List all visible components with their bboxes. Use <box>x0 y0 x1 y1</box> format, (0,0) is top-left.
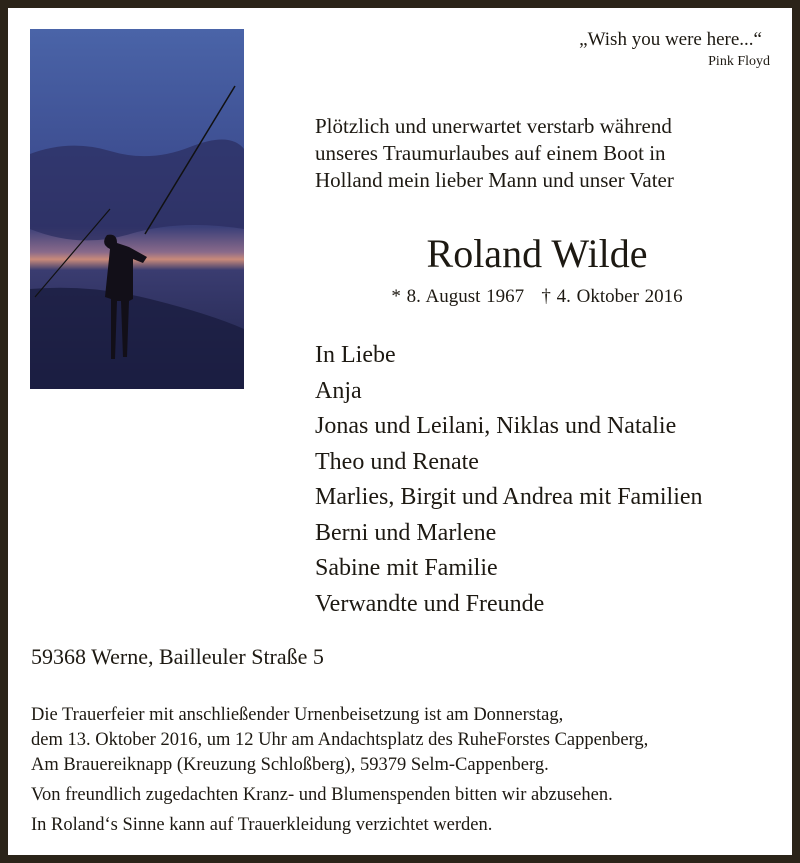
quote-text: „Wish you were here...“ <box>579 29 762 50</box>
family-line: Jonas und Leilani, Niklas und Natalie <box>315 413 677 439</box>
death-date: † 4. Oktober 2016 <box>541 286 683 307</box>
family-line: Verwandte und Freunde <box>315 590 545 617</box>
info-line: Von freundlich zugedachten Kranz- und Blumenspenden bitten wir abzusehen. <box>31 785 613 805</box>
quote-author: Pink Floyd <box>708 54 770 69</box>
intro-line: Plötzlich und unerwartet verstarb während <box>315 114 672 138</box>
fisherman-sunset-photo <box>30 29 244 389</box>
family-line: Berni und Marlene <box>315 519 497 546</box>
address: 59368 Werne, Bailleuler Straße 5 <box>31 644 324 669</box>
deceased-name: Roland Wilde <box>426 231 648 276</box>
family-line: In Liebe <box>315 342 396 368</box>
family-list <box>315 338 703 622</box>
info-line: Die Trauerfeier mit anschließender Urnenbeisetzung ist am Donnerstag, <box>31 705 564 725</box>
intro-line: Holland mein lieber Mann und unser Vater <box>315 168 674 192</box>
info-line: In Roland‘s Sinne kann auf Trauerkleidung verzichtet werden. <box>31 815 493 835</box>
family-line: Theo und Renate <box>315 448 479 475</box>
family-line: Sabine mit Familie <box>315 555 498 581</box>
birth-date: * 8. August 1967 <box>391 286 525 307</box>
family-line: Anja <box>315 377 362 404</box>
intro-text <box>315 113 674 194</box>
family-line: Marlies, Birgit und Andrea mit Familien <box>315 484 703 510</box>
life-dates <box>0 286 800 308</box>
funeral-info <box>31 703 648 838</box>
info-line: Am Brauereiknapp (Kreuzung Schloßberg), 59379 Selm-Cappenberg. <box>31 755 549 775</box>
info-line: dem 13. Oktober 2016, um 12 Uhr am Andachtsplatz des RuheForstes Cappenberg, <box>31 730 649 750</box>
intro-line: unseres Traumurlaubes auf einem Boot in <box>315 141 666 165</box>
